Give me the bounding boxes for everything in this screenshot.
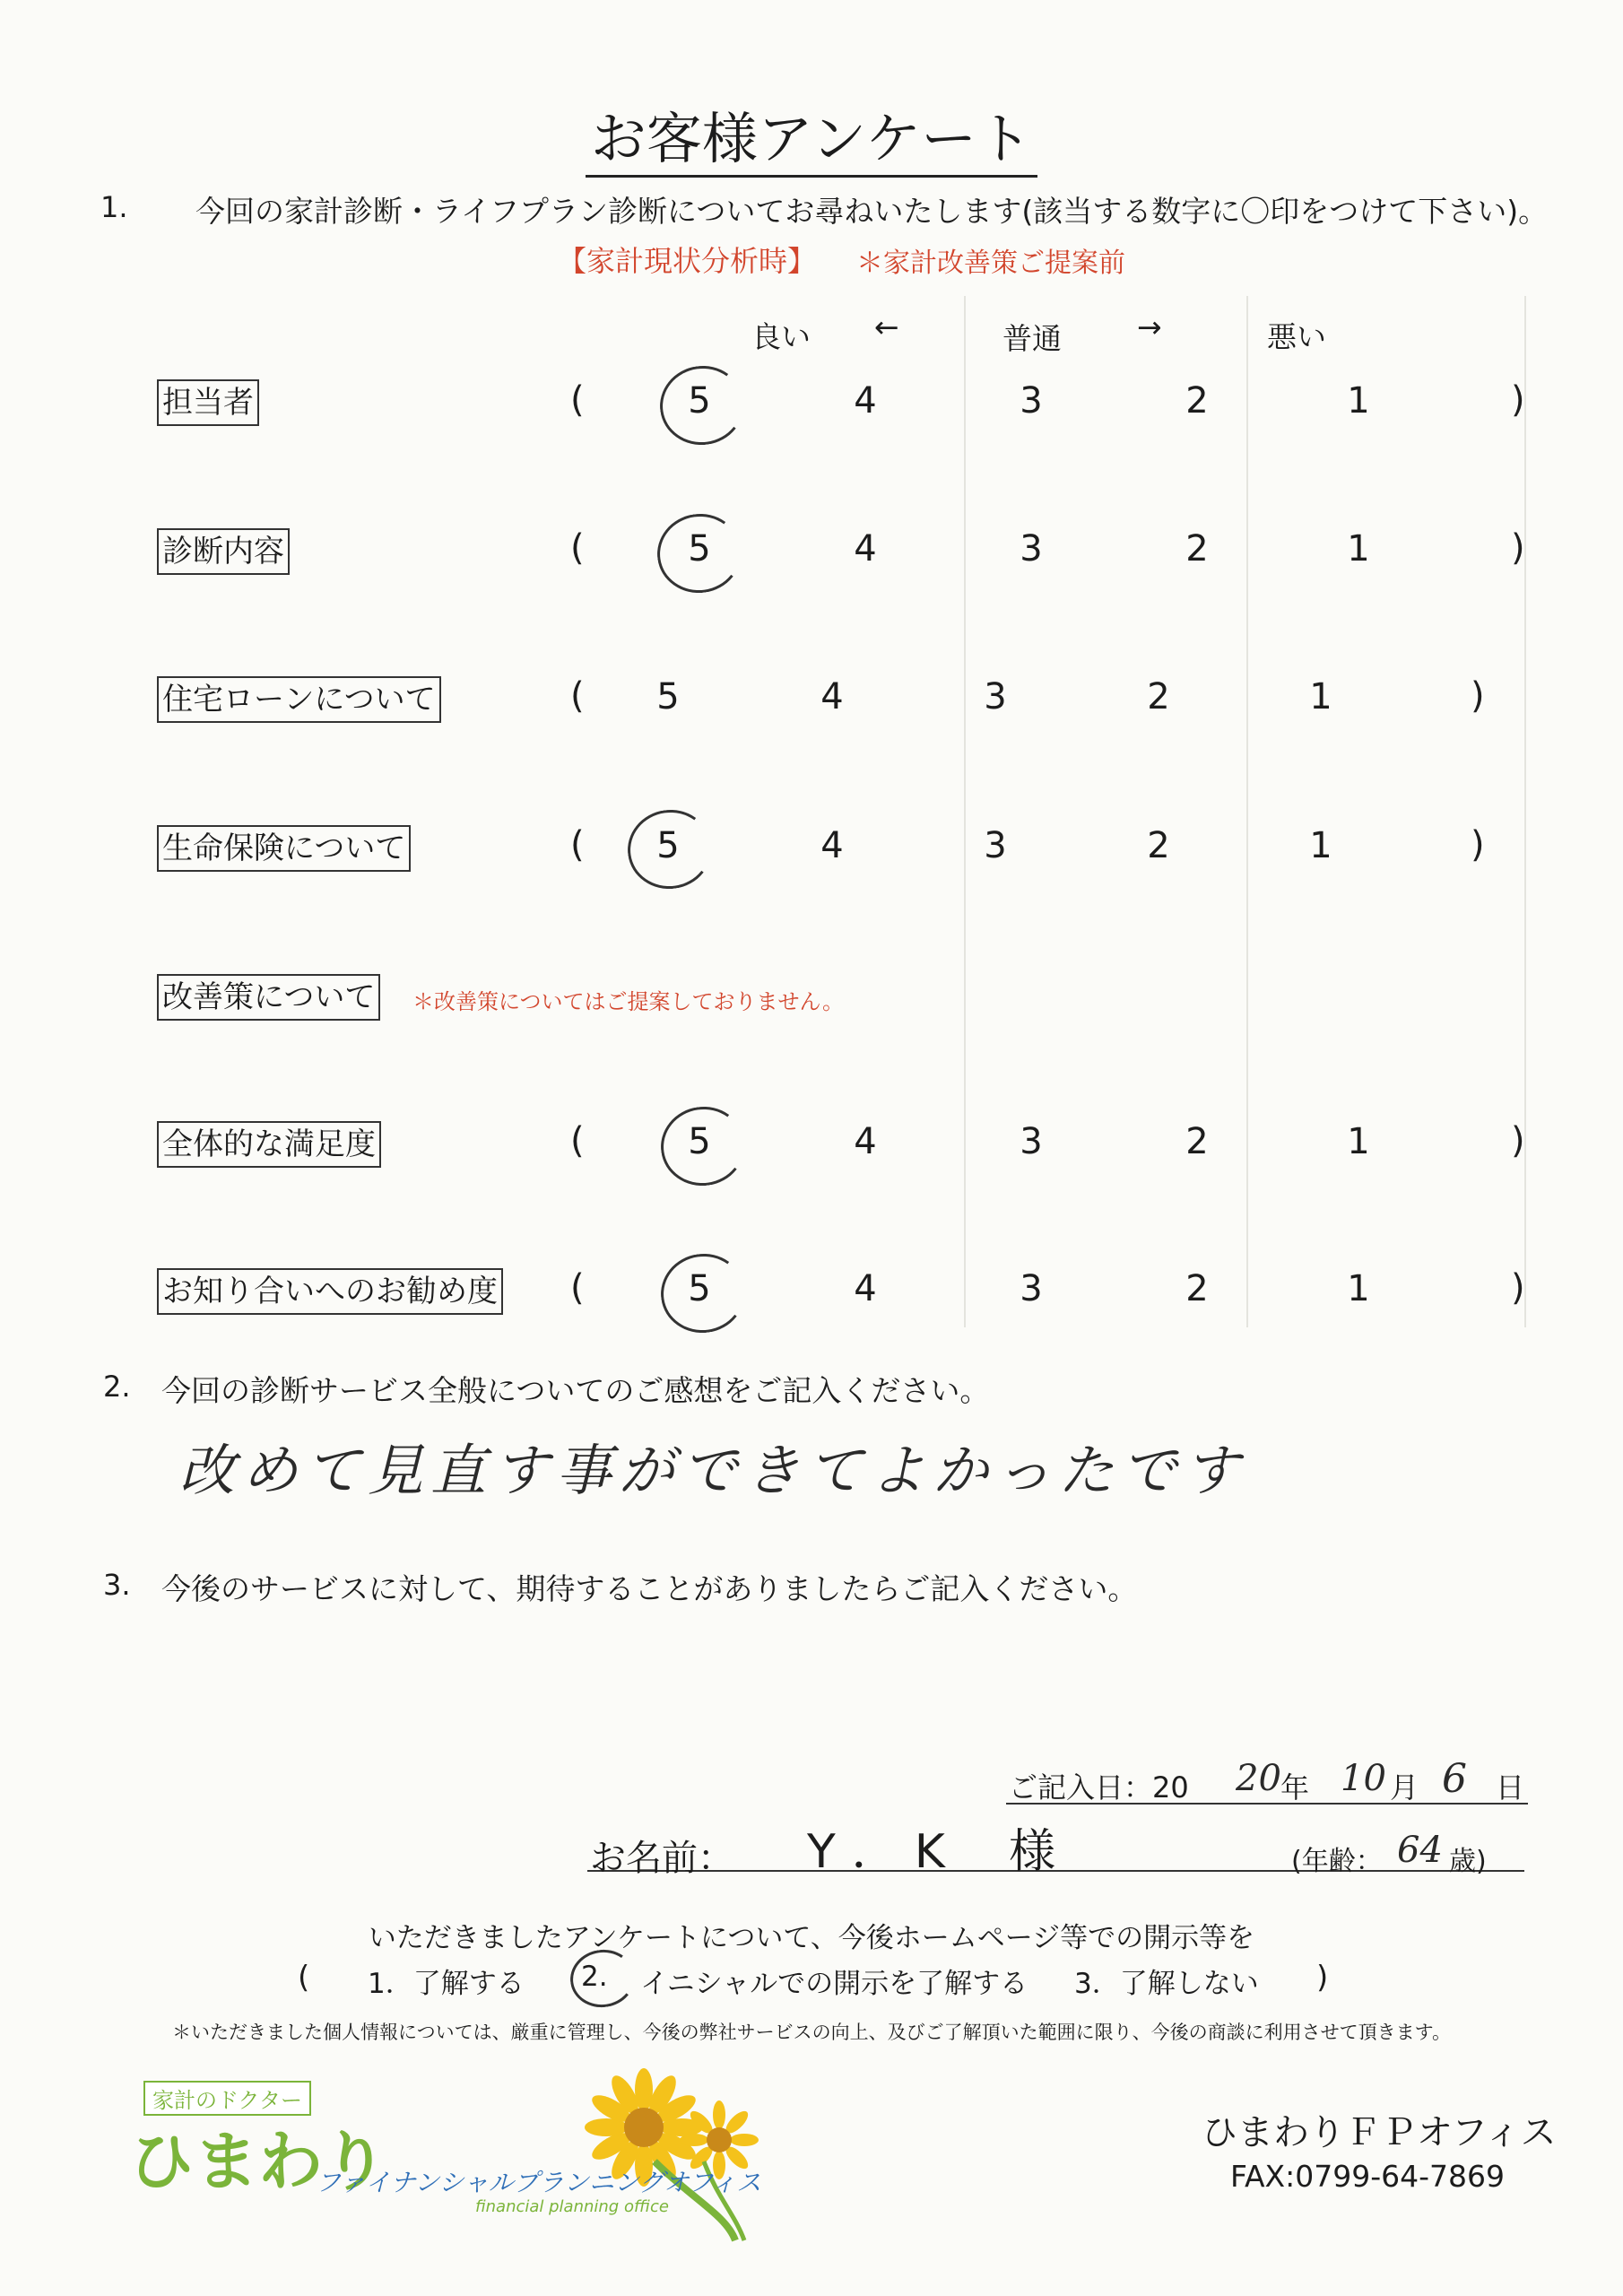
rating-5[interactable]: 5 xyxy=(688,528,711,570)
rating-2[interactable]: 2 xyxy=(1185,1268,1209,1309)
question-1-text: 今回の家計診断・ライフプラン診断についてお尋ねいたします(該当する数字に〇印をつけて下さい)。 xyxy=(195,194,1549,229)
disclosure-option-1[interactable]: 1．了解する xyxy=(368,1968,525,2000)
rating-5[interactable]: 5 xyxy=(688,1121,711,1162)
rating-3[interactable]: 3 xyxy=(1020,380,1043,422)
scan-artifact xyxy=(964,296,966,1327)
age-label-close: 歳) xyxy=(1449,1846,1487,1877)
rating-3[interactable]: 3 xyxy=(984,825,1007,866)
question-2-number: 2. xyxy=(103,1370,131,1404)
rating-2[interactable]: 2 xyxy=(1147,825,1170,866)
age-handwritten[interactable]: 64 xyxy=(1397,1830,1443,1871)
paren-close: ) xyxy=(1471,675,1485,717)
paren-open: ( xyxy=(570,1120,585,1161)
item-label: 住宅ローンについて xyxy=(157,676,441,723)
question-1-number: 1. xyxy=(100,190,128,224)
rating-5[interactable]: 5 xyxy=(688,1268,711,1309)
right-arrow-icon: → xyxy=(1137,309,1162,344)
rating-4[interactable]: 4 xyxy=(854,1268,877,1309)
company-fax: FAX:0799-64-7869 xyxy=(1230,2159,1506,2194)
scale-bad: 悪い xyxy=(1267,319,1326,354)
rating-4[interactable]: 4 xyxy=(854,1121,877,1162)
rating-2[interactable]: 2 xyxy=(1147,676,1170,718)
rating-2[interactable]: 2 xyxy=(1185,528,1209,570)
disclosure-option-2[interactable]: イニシャルでの開示を了解する xyxy=(640,1968,1028,2000)
rating-5[interactable]: 5 xyxy=(656,676,680,718)
question-2-text: 今回の診断サービス全般についてのご感想をご記入ください。 xyxy=(161,1373,990,1408)
paren-open: ( xyxy=(570,527,585,569)
rating-2[interactable]: 2 xyxy=(1185,380,1209,422)
rating-1[interactable]: 1 xyxy=(1309,676,1332,718)
company-name: ひまわりＦＰオフィス xyxy=(1202,2112,1557,2153)
logo-english: financial planning office xyxy=(475,2197,669,2216)
question-3-number: 3. xyxy=(103,1568,131,1602)
item-label: 改善策について xyxy=(157,974,380,1021)
disclosure-option-3[interactable]: 3．了解しない xyxy=(1074,1968,1259,2000)
paren-open: ( xyxy=(570,824,585,865)
paren-close: ) xyxy=(1511,379,1525,421)
item-label: 生命保険について xyxy=(157,825,411,872)
question-2-answer[interactable]: 改めて見直す事ができてよかったです xyxy=(179,1438,1247,1503)
item-note: ＊改善策についてはご提案しておりません。 xyxy=(412,989,844,1014)
rating-3[interactable]: 3 xyxy=(1020,1121,1043,1162)
paren-open: ( xyxy=(570,1267,585,1309)
name-label: お名前： xyxy=(590,1838,733,1879)
logo-subtitle: ファイナンシャルプランニングオフィス xyxy=(316,2168,762,2197)
rating-2[interactable]: 2 xyxy=(1185,1121,1209,1162)
paren-open: ( xyxy=(570,675,585,717)
paren-close: ) xyxy=(1511,527,1525,569)
name-honorific: 様 xyxy=(1009,1825,1056,1879)
rating-4[interactable]: 4 xyxy=(854,380,877,422)
date-day-suffix: 日 xyxy=(1496,1770,1525,1805)
item-label: お知り合いへのお勧め度 xyxy=(157,1268,503,1315)
rating-4[interactable]: 4 xyxy=(820,825,844,866)
name-value[interactable]: Y．K xyxy=(807,1825,961,1879)
item-label: 診断内容 xyxy=(157,528,290,575)
rating-5[interactable]: 5 xyxy=(688,380,711,422)
disclosure-option-2-number[interactable]: 2. xyxy=(581,1961,608,1993)
scan-artifact xyxy=(1246,296,1248,1327)
date-year-handwritten[interactable]: 20 xyxy=(1236,1758,1281,1799)
age-label-open: (年齢： xyxy=(1291,1846,1383,1877)
scan-artifact xyxy=(1524,296,1526,1327)
date-day-handwritten[interactable]: 6 xyxy=(1442,1756,1467,1802)
rating-1[interactable]: 1 xyxy=(1347,380,1370,422)
rating-5[interactable]: 5 xyxy=(656,825,680,866)
scale-average: 普通 xyxy=(1002,321,1062,356)
left-arrow-icon: ← xyxy=(874,309,899,344)
date-label: ご記入日：20 xyxy=(1009,1770,1189,1805)
paren-open: ( xyxy=(298,1960,310,1996)
paren-close: ) xyxy=(1316,1960,1329,1996)
paren-close: ) xyxy=(1471,824,1485,865)
company-logo xyxy=(117,2063,762,2242)
page-title: お客様アンケート xyxy=(0,94,1623,174)
scale-good: 良い xyxy=(751,319,811,354)
selected-circle xyxy=(567,1945,638,2011)
rating-3[interactable]: 3 xyxy=(984,676,1007,718)
paren-close: ) xyxy=(1511,1120,1525,1161)
rating-1[interactable]: 1 xyxy=(1347,1121,1370,1162)
rating-3[interactable]: 3 xyxy=(1020,528,1043,570)
paren-close: ) xyxy=(1511,1267,1525,1309)
disclosure-question: いただきましたアンケートについて、今後ホームページ等での開示等を xyxy=(368,1922,1255,1954)
privacy-note: ＊いただきました個人情報については、厳重に管理し、今後の弊社サービスの向上、及びご了解頂いた範囲に限り、今後の商談に利用させて頂きます。 xyxy=(172,2022,1451,2043)
logo-tagline: 家計のドクター xyxy=(143,2081,311,2116)
logo-name: ひまわり xyxy=(129,2124,388,2199)
question-3-text: 今後のサービスに対して、期待することがありましたらご記入ください。 xyxy=(161,1571,1138,1606)
date-year-suffix: 年 xyxy=(1280,1770,1310,1805)
paren-open: ( xyxy=(570,379,585,421)
rating-1[interactable]: 1 xyxy=(1347,528,1370,570)
question-1-subtitle-note: ＊家計改善策ご提案前 xyxy=(856,248,1125,279)
rating-4[interactable]: 4 xyxy=(820,676,844,718)
date-month-suffix: 月 xyxy=(1390,1770,1419,1805)
rating-4[interactable]: 4 xyxy=(854,528,877,570)
rating-1[interactable]: 1 xyxy=(1309,825,1332,866)
item-label: 担当者 xyxy=(157,379,259,426)
rating-3[interactable]: 3 xyxy=(1020,1268,1043,1309)
date-month-handwritten[interactable]: 10 xyxy=(1341,1758,1386,1799)
item-label: 全体的な満足度 xyxy=(157,1121,381,1168)
question-1-subtitle: 【家計現状分析時】 xyxy=(558,244,817,278)
rating-1[interactable]: 1 xyxy=(1347,1268,1370,1309)
